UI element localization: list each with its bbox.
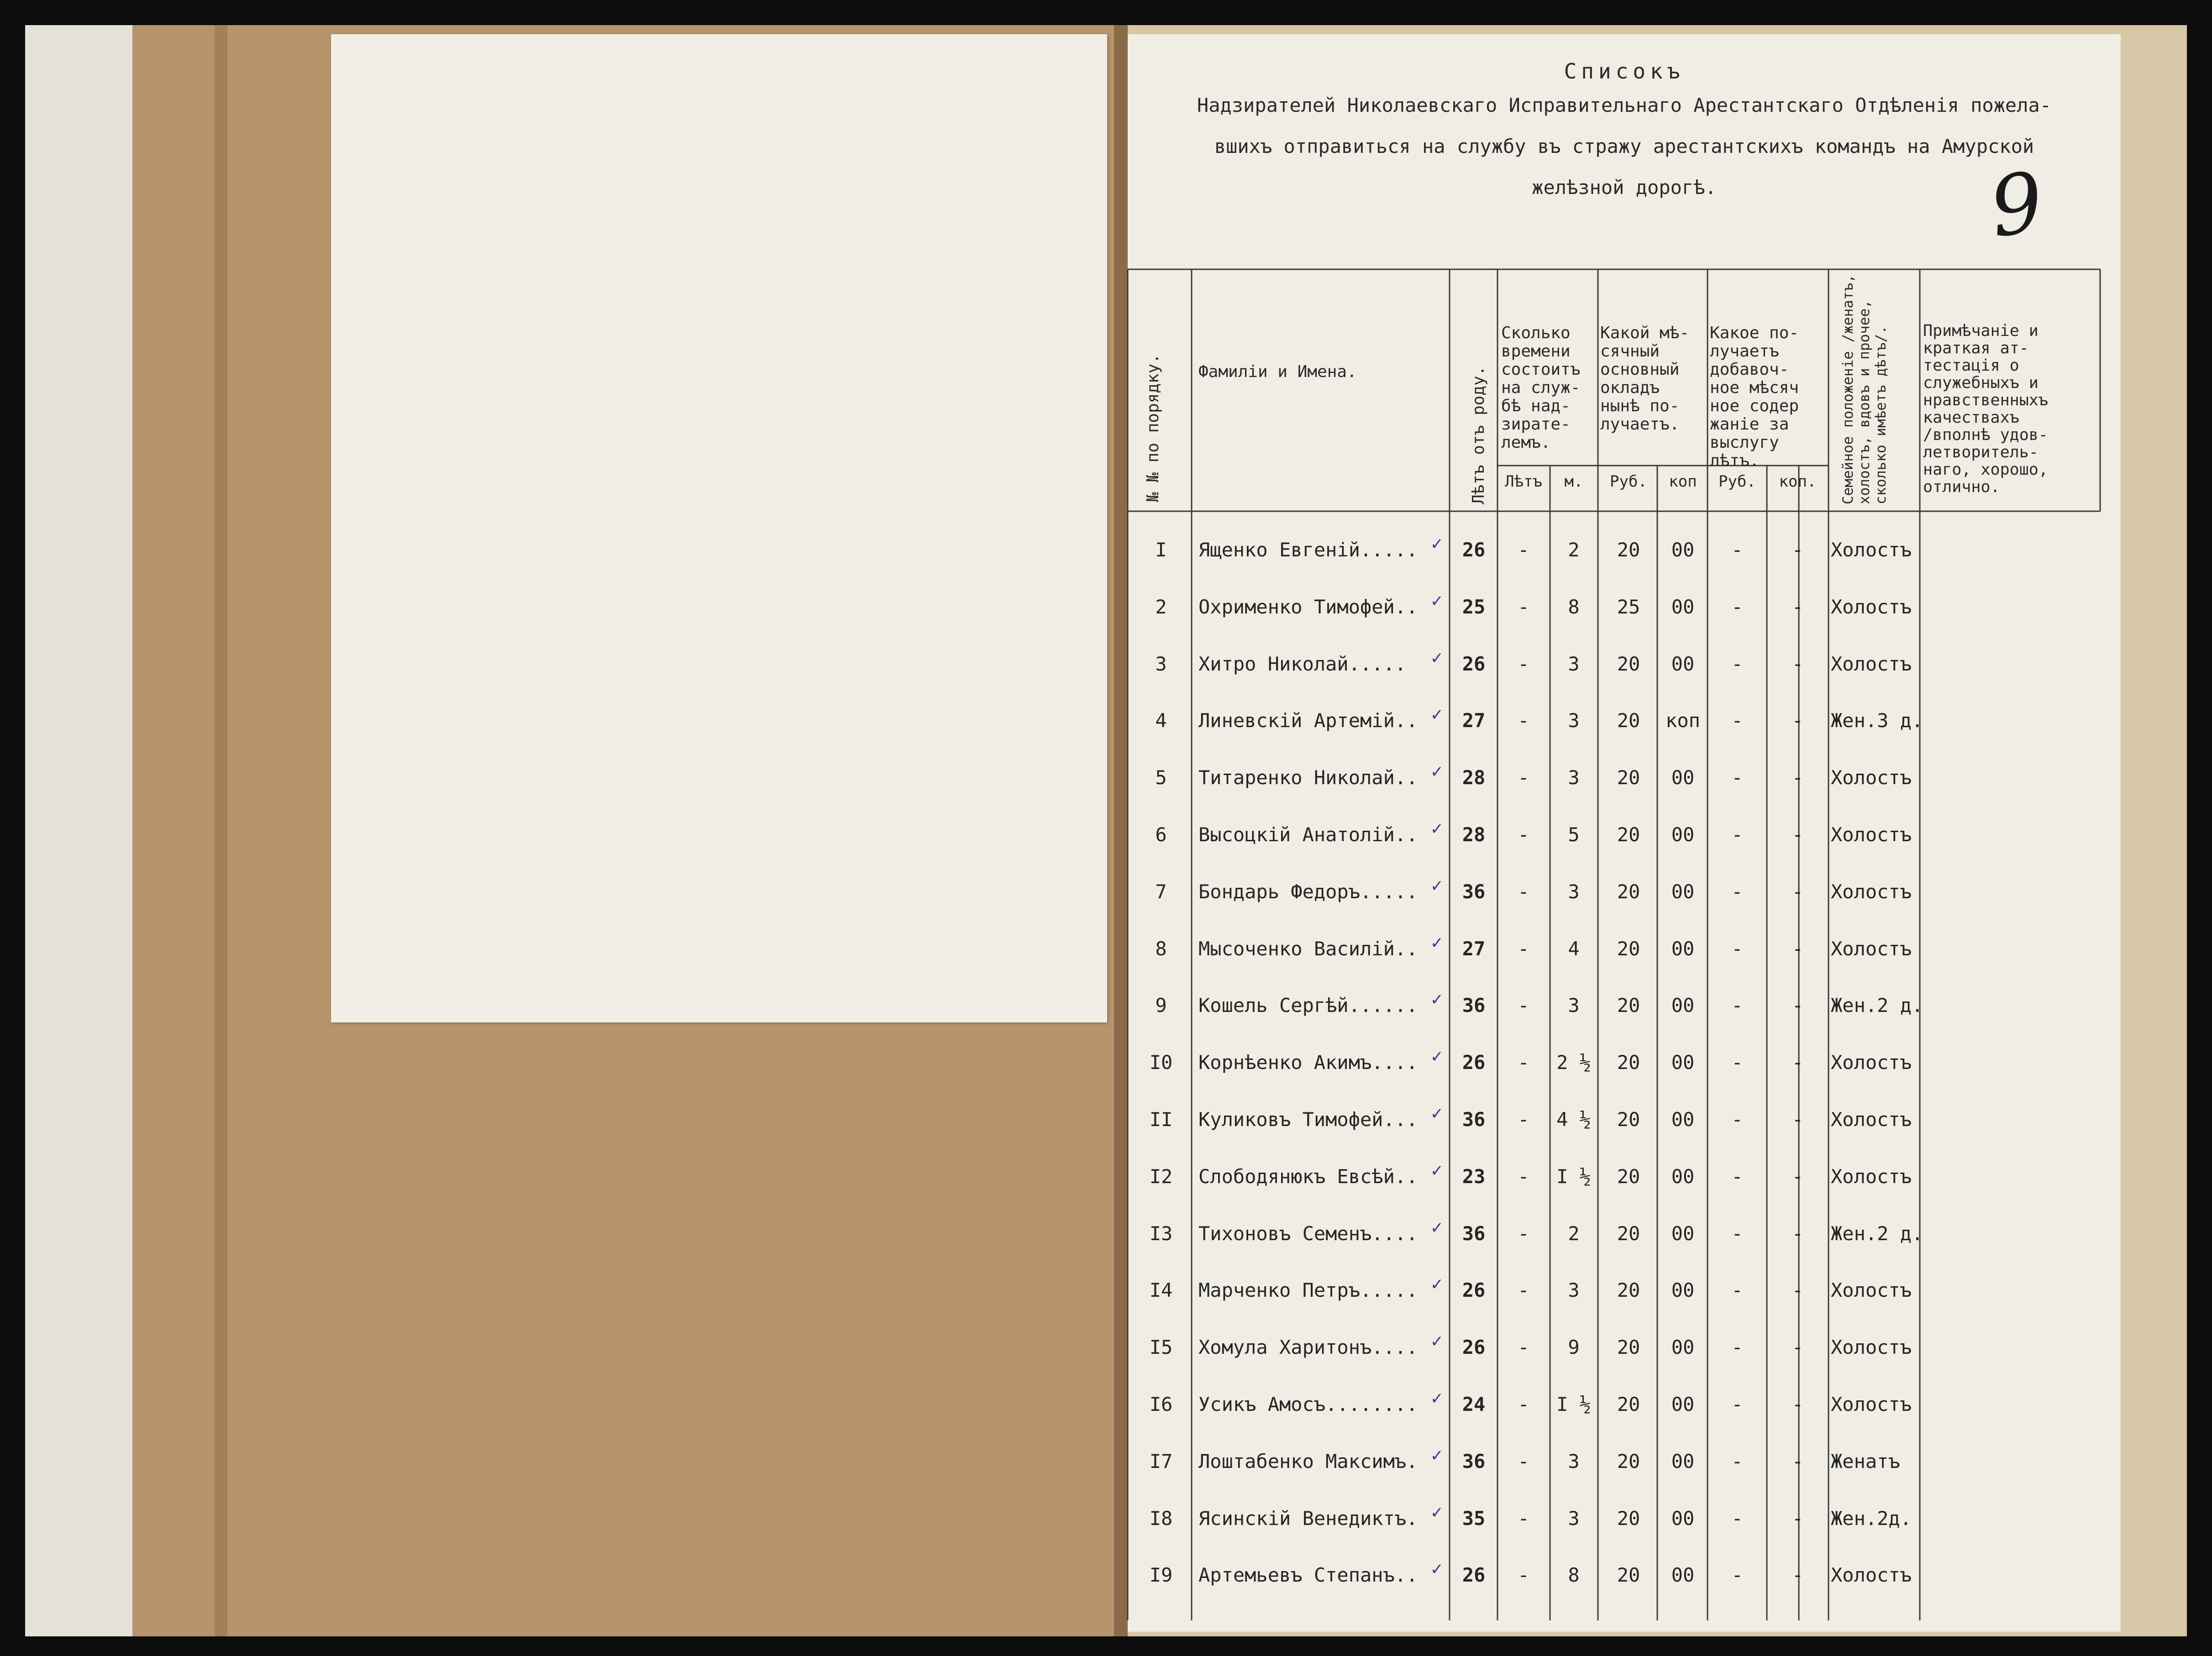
row-name: Ященко Евгеній.....: [1198, 539, 1418, 561]
row-extra-kop: -: [1792, 1336, 1804, 1359]
row-age: 28: [1462, 766, 1486, 789]
row-age: 36: [1462, 1108, 1486, 1131]
row-salary-rub: 20: [1617, 1279, 1640, 1302]
row-name: Марченко Петръ.....: [1198, 1279, 1418, 1302]
row-age: 28: [1462, 823, 1486, 846]
header-extra-pay: Какое по- лучаетъ добавоч- ное мѣсяч ное содер жаніе за выслугу лѣтъ.: [1710, 324, 1799, 470]
row-name: Хомула Харитонъ....: [1198, 1336, 1418, 1359]
row-number: I: [1155, 539, 1167, 561]
row-age: 24: [1462, 1393, 1486, 1415]
row-service-months: 8: [1568, 1564, 1580, 1587]
row-service-months: 3: [1568, 880, 1580, 903]
row-salary-rub: 20: [1617, 652, 1640, 675]
row-extra-rub: -: [1731, 766, 1743, 789]
row-salary-rub: 20: [1617, 1564, 1640, 1587]
row-extra-rub: -: [1731, 1450, 1743, 1473]
row-salary-kop: 00: [1671, 1051, 1695, 1074]
header-family-status: Семейное положеніе /женатъ, холостъ, вдовъ и прочее, сколько имѣетъ дѣтъ/.: [1840, 274, 1889, 504]
row-extra-kop: -: [1792, 1108, 1804, 1131]
row-service-months: 3: [1568, 1450, 1580, 1473]
row-salary-rub: 20: [1617, 1450, 1640, 1473]
row-number: I2: [1149, 1165, 1173, 1188]
check-mark: ✓: [1431, 989, 1443, 1010]
row-age: 23: [1462, 1165, 1486, 1188]
check-mark: ✓: [1431, 533, 1443, 554]
row-name: Мысоченко Василій..: [1198, 937, 1418, 960]
check-mark: ✓: [1431, 1159, 1443, 1181]
row-family-status: Холостъ: [1831, 1393, 1912, 1415]
check-mark: ✓: [1431, 1558, 1443, 1580]
row-number: 7: [1155, 880, 1167, 903]
row-number: I0: [1149, 1051, 1173, 1074]
row-salary-kop: 00: [1671, 766, 1695, 789]
row-extra-kop: -: [1792, 880, 1804, 903]
row-name: Хитро Николай.....: [1198, 652, 1407, 675]
row-name: Охрименко Тимофей..: [1198, 595, 1418, 618]
header-base-salary: Какой мѣ- сячный основный окладъ нынѣ по- лучаетъ.: [1600, 324, 1690, 434]
row-extra-kop: -: [1792, 1165, 1804, 1188]
subheader-service-months: м.: [1564, 472, 1583, 491]
row-age: 26: [1462, 539, 1486, 561]
row-name: Куликовъ Тимофей...: [1198, 1108, 1418, 1131]
row-service-years: -: [1518, 766, 1529, 789]
row-service-months: 3: [1568, 652, 1580, 675]
check-mark: ✓: [1431, 932, 1443, 953]
row-salary-kop: 00: [1671, 652, 1695, 675]
row-salary-rub: 25: [1617, 595, 1640, 618]
row-salary-kop: 00: [1671, 1507, 1695, 1530]
row-service-months: 2 ½: [1556, 1051, 1591, 1074]
row-salary-rub: 20: [1617, 1051, 1640, 1074]
row-salary-rub: 20: [1617, 1108, 1640, 1131]
row-salary-rub: 20: [1617, 709, 1640, 732]
row-extra-rub: -: [1731, 595, 1743, 618]
heading-line-1: Надзирателей Николаевскаго Исправительнаго Арестантскаго Отдѣленія пожела-: [1197, 94, 2052, 116]
row-service-years: -: [1518, 880, 1529, 903]
row-salary-kop: 00: [1671, 880, 1695, 903]
row-salary-kop: 00: [1671, 1222, 1695, 1245]
row-number: I3: [1149, 1222, 1173, 1245]
row-service-years: -: [1518, 595, 1529, 618]
row-name: Усикъ Амосъ........: [1198, 1393, 1418, 1415]
row-salary-rub: 20: [1617, 1336, 1640, 1359]
row-name: Высоцкій Анатолій..: [1198, 823, 1418, 846]
row-service-months: 3: [1568, 1279, 1580, 1302]
row-name: Титаренко Николай..: [1198, 766, 1418, 789]
row-service-months: 9: [1568, 1336, 1580, 1359]
row-family-status: Жен.2 д.: [1831, 994, 1923, 1017]
row-family-status: Холостъ: [1831, 1336, 1912, 1359]
check-mark: ✓: [1431, 1331, 1443, 1352]
row-salary-kop: 00: [1671, 1336, 1695, 1359]
row-extra-kop: -: [1792, 1564, 1804, 1587]
row-extra-kop: -: [1792, 1450, 1804, 1473]
row-service-years: -: [1518, 539, 1529, 561]
row-family-status: Холостъ: [1831, 539, 1912, 561]
row-salary-kop: 00: [1671, 937, 1695, 960]
row-extra-kop: -: [1792, 1051, 1804, 1074]
row-service-months: 5: [1568, 823, 1580, 846]
check-mark: ✓: [1431, 875, 1443, 896]
row-salary-kop: 00: [1671, 1279, 1695, 1302]
row-number: I6: [1149, 1393, 1173, 1415]
row-number: I7: [1149, 1450, 1173, 1473]
row-age: 36: [1462, 1450, 1486, 1473]
row-family-status: Холостъ: [1831, 1279, 1912, 1302]
cover-fold-line: [215, 25, 227, 1636]
row-service-years: -: [1518, 1051, 1529, 1074]
row-family-status: Холостъ: [1831, 1165, 1912, 1188]
row-family-status: Холостъ: [1831, 595, 1912, 618]
row-service-months: 2: [1568, 539, 1580, 561]
row-age: 36: [1462, 994, 1486, 1017]
check-mark: ✓: [1431, 1444, 1443, 1466]
check-mark: ✓: [1431, 590, 1443, 611]
check-mark: ✓: [1431, 761, 1443, 782]
row-salary-kop: 00: [1671, 994, 1695, 1017]
check-mark: ✓: [1431, 818, 1443, 839]
row-salary-rub: 20: [1617, 1507, 1640, 1530]
row-number: 2: [1155, 595, 1167, 618]
row-family-status: Жен.2 д.: [1831, 1222, 1923, 1245]
row-age: 26: [1462, 1564, 1486, 1587]
row-salary-kop: 00: [1671, 1108, 1695, 1131]
row-salary-rub: 20: [1617, 1165, 1640, 1188]
row-name: Ясинскій Венедиктъ.: [1198, 1507, 1418, 1530]
row-family-status: Холостъ: [1831, 937, 1912, 960]
row-name: Тихоновъ Семенъ....: [1198, 1222, 1418, 1245]
row-salary-rub: 20: [1617, 880, 1640, 903]
check-mark: ✓: [1431, 1046, 1443, 1067]
row-extra-rub: -: [1731, 937, 1743, 960]
row-number: I5: [1149, 1336, 1173, 1359]
row-extra-rub: -: [1731, 539, 1743, 561]
row-number: 6: [1155, 823, 1167, 846]
row-extra-rub: -: [1731, 1507, 1743, 1530]
row-service-years: -: [1518, 1450, 1529, 1473]
row-extra-rub: -: [1731, 1222, 1743, 1245]
row-extra-kop: -: [1792, 937, 1804, 960]
row-service-years: -: [1518, 994, 1529, 1017]
row-service-months: 2: [1568, 1222, 1580, 1245]
row-number: 5: [1155, 766, 1167, 789]
row-family-status: Холостъ: [1831, 1051, 1912, 1074]
row-salary-rub: 20: [1617, 1222, 1640, 1245]
row-service-years: -: [1518, 1507, 1529, 1530]
row-extra-kop: -: [1792, 539, 1804, 561]
row-number: 4: [1155, 709, 1167, 732]
row-family-status: Холостъ: [1831, 823, 1912, 846]
row-number: 3: [1155, 652, 1167, 675]
subheader-service-years: Лѣтъ: [1505, 472, 1542, 491]
row-number: II: [1149, 1108, 1173, 1131]
row-name: Лоштабенко Максимъ.: [1198, 1450, 1418, 1473]
row-service-years: -: [1518, 1279, 1529, 1302]
row-extra-kop: -: [1792, 709, 1804, 732]
row-service-years: -: [1518, 652, 1529, 675]
row-number: 9: [1155, 994, 1167, 1017]
row-age: 36: [1462, 880, 1486, 903]
handwritten-folio-number: 9: [1984, 154, 2049, 256]
row-number: 8: [1155, 937, 1167, 960]
row-extra-rub: -: [1731, 1165, 1743, 1188]
row-service-months: 3: [1568, 994, 1580, 1017]
row-salary-kop: 00: [1671, 539, 1695, 561]
row-extra-kop: -: [1792, 994, 1804, 1017]
row-extra-rub: -: [1731, 994, 1743, 1017]
row-salary-rub: 20: [1617, 994, 1640, 1017]
subheader-salary-kop: коп: [1669, 472, 1697, 491]
row-salary-rub: 20: [1617, 937, 1640, 960]
row-extra-rub: -: [1731, 1393, 1743, 1415]
header-names: Фамиліи и Имена.: [1198, 362, 1357, 381]
row-service-months: 8: [1568, 595, 1580, 618]
row-service-years: -: [1518, 1165, 1529, 1188]
row-service-years: -: [1518, 1564, 1529, 1587]
row-service-months: 4: [1568, 937, 1580, 960]
row-age: 26: [1462, 652, 1486, 675]
row-salary-rub: 20: [1617, 539, 1640, 561]
inserted-blank-sheet: [331, 34, 1107, 1022]
row-salary-kop: 00: [1671, 1165, 1695, 1188]
row-age: 26: [1462, 1336, 1486, 1359]
row-service-years: -: [1518, 1336, 1529, 1359]
row-extra-rub: -: [1731, 880, 1743, 903]
row-service-years: -: [1518, 1108, 1529, 1131]
row-extra-kop: -: [1792, 1279, 1804, 1302]
header-remarks: Примѣчаніе и краткая ат- тестація о служебныхъ и нравственныхъ качествахъ /вполнѣ удов- летворитель- наго, хорошо, отлично.: [1923, 322, 2048, 496]
subheader-extra-kop: коп.: [1779, 472, 1817, 491]
row-extra-kop: -: [1792, 1507, 1804, 1530]
row-salary-rub: 20: [1617, 823, 1640, 846]
list-title: Списокъ: [1564, 59, 1685, 84]
row-service-years: -: [1518, 1222, 1529, 1245]
row-service-years: -: [1518, 937, 1529, 960]
row-age: 27: [1462, 937, 1486, 960]
row-extra-kop: -: [1792, 1393, 1804, 1415]
row-service-months: I ½: [1556, 1165, 1591, 1188]
row-service-months: I ½: [1556, 1393, 1591, 1415]
subheader-salary-rub: Руб.: [1610, 472, 1647, 491]
check-mark: ✓: [1431, 1103, 1443, 1124]
row-service-months: 3: [1568, 766, 1580, 789]
row-name: Кошель Сергѣй......: [1198, 994, 1418, 1017]
row-extra-kop: -: [1792, 823, 1804, 846]
row-extra-rub: -: [1731, 709, 1743, 732]
row-extra-kop: -: [1792, 595, 1804, 618]
check-mark: ✓: [1431, 1216, 1443, 1238]
row-number: I9: [1149, 1564, 1173, 1587]
row-family-status: Жен.3 д.: [1831, 709, 1923, 732]
row-extra-rub: -: [1731, 652, 1743, 675]
row-extra-rub: -: [1731, 1108, 1743, 1131]
row-number: I8: [1149, 1507, 1173, 1530]
row-name: Артемьевъ Степанъ..: [1198, 1564, 1418, 1587]
row-service-years: -: [1518, 1393, 1529, 1415]
row-extra-rub: -: [1731, 1279, 1743, 1302]
row-extra-kop: -: [1792, 652, 1804, 675]
row-extra-rub: -: [1731, 1336, 1743, 1359]
row-salary-kop: 00: [1671, 1450, 1695, 1473]
header-age: Лѣтъ отъ роду.: [1469, 366, 1488, 504]
row-service-months: 3: [1568, 709, 1580, 732]
row-extra-kop: -: [1792, 1222, 1804, 1245]
check-mark: ✓: [1431, 1501, 1443, 1523]
row-extra-kop: -: [1792, 766, 1804, 789]
row-salary-kop: 00: [1671, 595, 1695, 618]
check-mark: ✓: [1431, 647, 1443, 668]
row-salary-kop: 00: [1671, 823, 1695, 846]
row-age: 35: [1462, 1507, 1486, 1530]
row-family-status: Холостъ: [1831, 1108, 1912, 1131]
row-age: 25: [1462, 595, 1486, 618]
check-mark: ✓: [1431, 1273, 1443, 1295]
row-salary-kop: 00: [1671, 1393, 1695, 1415]
row-salary-kop: коп: [1666, 709, 1700, 732]
row-family-status: Холостъ: [1831, 880, 1912, 903]
row-family-status: Жен.2д.: [1831, 1507, 1912, 1530]
row-name: Корнѣенко Акимъ....: [1198, 1051, 1418, 1074]
heading-line-2: вшихъ отправиться на службу въ стражу арестантскихъ командъ на Амурской: [1214, 135, 2034, 157]
row-service-years: -: [1518, 823, 1529, 846]
row-name: Бондарь Федоръ.....: [1198, 880, 1418, 903]
row-age: 26: [1462, 1279, 1486, 1302]
subheader-extra-rub: Руб.: [1718, 472, 1756, 491]
row-extra-rub: -: [1731, 1051, 1743, 1074]
row-service-months: 3: [1568, 1507, 1580, 1530]
check-mark: ✓: [1431, 704, 1443, 725]
row-age: 26: [1462, 1051, 1486, 1074]
row-age: 27: [1462, 709, 1486, 732]
row-family-status: Холостъ: [1831, 1564, 1912, 1587]
row-name: Слободянюкъ Евсѣй..: [1198, 1165, 1418, 1188]
heading-line-3: желѣзной дорогѣ.: [1532, 176, 1717, 199]
row-number: I4: [1149, 1279, 1173, 1302]
row-service-months: 4 ½: [1556, 1108, 1591, 1131]
row-extra-rub: -: [1731, 823, 1743, 846]
check-mark: ✓: [1431, 1388, 1443, 1409]
row-family-status: Холостъ: [1831, 652, 1912, 675]
row-service-years: -: [1518, 709, 1529, 732]
row-salary-rub: 20: [1617, 766, 1640, 789]
header-row-number: № № по порядку.: [1144, 353, 1162, 502]
row-salary-rub: 20: [1617, 1393, 1640, 1415]
row-extra-rub: -: [1731, 1564, 1743, 1587]
row-name: Линевскій Артемій..: [1198, 709, 1418, 732]
header-service-time: Сколько времени состоитъ на служ- бѣ над- зирате- лемъ.: [1501, 324, 1581, 452]
row-family-status: Женатъ: [1831, 1450, 1900, 1473]
row-salary-kop: 00: [1671, 1564, 1695, 1587]
row-age: 36: [1462, 1222, 1486, 1245]
row-family-status: Холостъ: [1831, 766, 1912, 789]
